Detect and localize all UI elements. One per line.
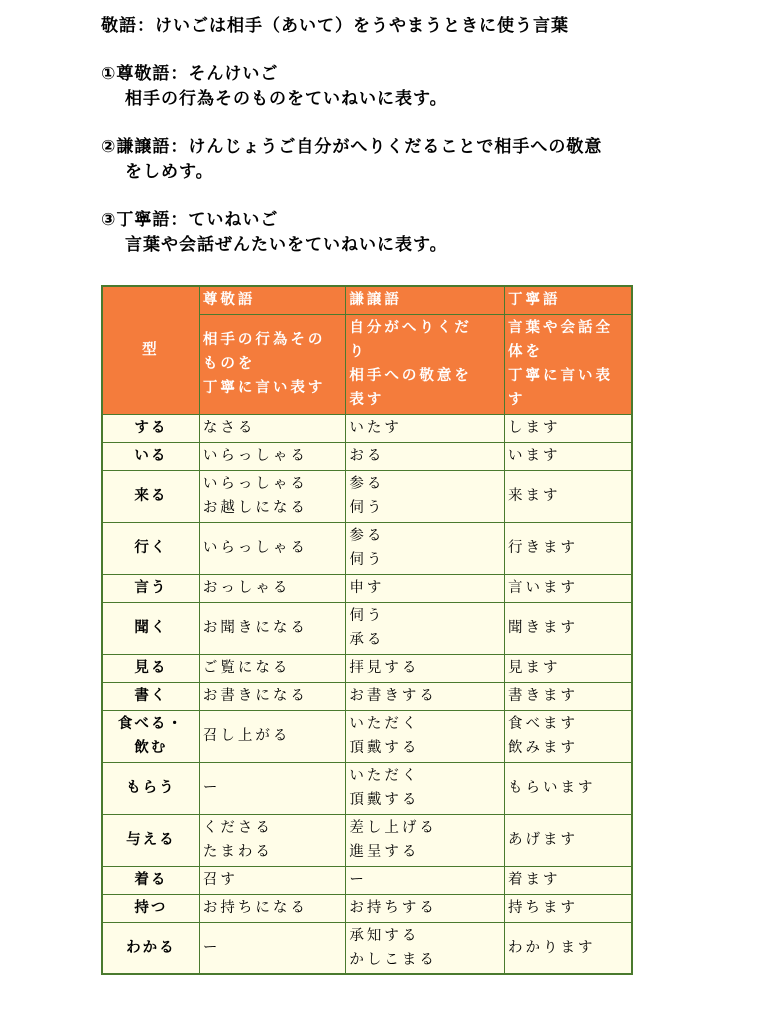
cell-line: 進呈する xyxy=(349,844,420,860)
kenjogo-cell xyxy=(346,682,505,710)
cell-line: 聞きます xyxy=(508,620,578,636)
cell-line: 承知する xyxy=(349,927,420,944)
teineigo-cell xyxy=(505,602,633,654)
cell-line: 参る xyxy=(349,528,385,544)
verb-cell xyxy=(102,894,199,922)
verb-cell xyxy=(102,762,199,814)
section-sonkeigo-heading: ①尊敬語：そんけいご xyxy=(101,64,279,84)
teineigo-cell xyxy=(505,866,633,894)
cell-line: 来ます xyxy=(508,488,561,504)
sonkeigo-cell xyxy=(199,762,346,814)
cell-line: 差し上げる xyxy=(349,820,437,836)
verb-cell xyxy=(102,522,199,574)
cell-line: おっしゃる xyxy=(202,580,291,596)
sonkeigo-cell xyxy=(199,602,346,654)
cell-line: 行きます xyxy=(508,540,578,556)
cell-line: お持ちする xyxy=(349,900,437,916)
teineigo-cell xyxy=(505,574,633,602)
table-row xyxy=(102,762,632,814)
sonkeigo-cell xyxy=(199,522,346,574)
cell-line: いただく xyxy=(349,716,420,732)
table-row xyxy=(102,922,632,974)
table-row xyxy=(102,470,632,522)
sonkeigo-cell xyxy=(199,654,346,682)
cell-line: なさる xyxy=(202,420,256,436)
col-desc-teineigo xyxy=(505,314,633,414)
teineigo-cell xyxy=(505,922,633,974)
teineigo-cell xyxy=(505,654,633,682)
verb-cell xyxy=(102,654,199,682)
verb-cell xyxy=(102,922,199,974)
cell-line: 表す xyxy=(349,392,385,408)
kenjogo-cell xyxy=(346,442,505,470)
kenjogo-cell xyxy=(346,762,505,814)
sonkeigo-cell xyxy=(199,414,346,442)
sonkeigo-cell xyxy=(199,922,346,974)
cell-line: いたす xyxy=(349,420,402,436)
teineigo-cell xyxy=(505,894,633,922)
intro-text xyxy=(101,14,761,258)
kenjogo-cell xyxy=(346,922,505,974)
section-teineigo-desc: 言葉や会話ぜんたいをていねいに表す。 xyxy=(125,235,448,255)
cell-line: お越しになる xyxy=(202,500,308,516)
sonkeigo-cell xyxy=(199,442,346,470)
cell-line: くださる xyxy=(202,820,273,836)
table-row xyxy=(102,866,632,894)
cell-line: 参る xyxy=(349,476,385,492)
cell-line: 食べます xyxy=(508,716,578,732)
cell-line: 見る xyxy=(134,660,168,676)
cell-line: 自分がへりくだ xyxy=(349,320,472,336)
cell-line: 言います xyxy=(508,580,578,596)
sonkeigo-cell xyxy=(199,866,346,894)
verb-cell xyxy=(102,814,199,866)
verb-cell xyxy=(102,470,199,522)
cell-line: 承る xyxy=(349,632,385,648)
cell-line: おる xyxy=(349,448,385,464)
section-kenjogo-desc: をしめす。 xyxy=(125,162,214,182)
table-row xyxy=(102,602,632,654)
col-header-kenjogo: 謙譲語 xyxy=(346,286,505,314)
cell-line: 持つ xyxy=(134,900,168,916)
cell-line: 頂戴する xyxy=(349,740,420,756)
cell-line: います xyxy=(508,448,561,464)
cell-line: 申す xyxy=(349,580,385,596)
cell-line: もらう xyxy=(126,780,176,796)
cell-line: いただく xyxy=(349,768,420,784)
sonkeigo-cell xyxy=(199,682,346,710)
sonkeigo-cell xyxy=(199,814,346,866)
table-row xyxy=(102,522,632,574)
keigo-table xyxy=(101,285,633,975)
cell-line: 相手の行為その xyxy=(202,332,326,348)
cell-line: 飲む xyxy=(134,740,168,756)
cell-line: ー xyxy=(202,939,221,956)
cell-line: す xyxy=(508,392,526,408)
cell-line: 持ちます xyxy=(508,900,578,916)
verb-cell xyxy=(102,682,199,710)
cell-line: わかります xyxy=(508,939,596,956)
cell-line: わかる xyxy=(126,939,176,956)
cell-line: ご覧になる xyxy=(202,660,291,676)
cell-line: ー xyxy=(349,872,367,888)
cell-line: ものを xyxy=(202,356,256,372)
type-header: 型 xyxy=(102,286,199,414)
cell-line: お書きする xyxy=(349,688,437,704)
teineigo-cell xyxy=(505,762,633,814)
cell-line: 伺う xyxy=(349,552,385,568)
cell-line: 丁寧に言い表す xyxy=(202,380,326,396)
cell-line: お持ちになる xyxy=(202,900,308,916)
cell-line: 相手への敬意を xyxy=(349,368,472,384)
cell-line: 伺う xyxy=(349,608,385,624)
cell-line: 頂戴する xyxy=(349,792,420,808)
table-row xyxy=(102,654,632,682)
verb-cell xyxy=(102,442,199,470)
kenjogo-cell xyxy=(346,602,505,654)
cell-line: 丁寧に言い表 xyxy=(508,368,613,384)
cell-line: いる xyxy=(134,448,168,464)
cell-line: かしこまる xyxy=(349,951,437,968)
verb-cell xyxy=(102,602,199,654)
section-sonkeigo-desc: 相手の行為そのものをていねいに表す。 xyxy=(125,89,448,109)
col-desc-sonkeigo xyxy=(199,314,346,414)
table-row xyxy=(102,710,632,762)
cell-line: 行く xyxy=(134,540,168,556)
kenjogo-cell xyxy=(346,814,505,866)
cell-line: 飲みます xyxy=(508,740,578,756)
cell-line: り xyxy=(349,344,367,360)
cell-line: 食べる・ xyxy=(117,716,184,732)
cell-line: ー xyxy=(202,780,221,796)
sonkeigo-cell xyxy=(199,574,346,602)
kenjogo-cell xyxy=(346,866,505,894)
cell-line: いらっしゃる xyxy=(202,448,308,464)
col-header-sonkeigo: 尊敬語 xyxy=(199,286,346,314)
table-row xyxy=(102,814,632,866)
cell-line: 与える xyxy=(126,832,176,848)
cell-line: 書きます xyxy=(508,688,578,704)
intro-title: 敬語：けいごは相手（あいて）をうやまうときに使う言葉 xyxy=(101,16,569,36)
table-row xyxy=(102,682,632,710)
teineigo-cell xyxy=(505,710,633,762)
teineigo-cell xyxy=(505,682,633,710)
kenjogo-cell xyxy=(346,710,505,762)
table-row xyxy=(102,574,632,602)
cell-line: 言う xyxy=(134,580,168,596)
teineigo-cell xyxy=(505,814,633,866)
cell-line: お書きになる xyxy=(202,688,308,704)
cell-line: する xyxy=(134,420,168,436)
section-kenjogo-heading: ②謙譲語：けんじょうご自分がへりくだることで相手への敬意 xyxy=(101,137,603,157)
kenjogo-cell xyxy=(346,470,505,522)
cell-line: します xyxy=(508,420,561,436)
sonkeigo-cell xyxy=(199,710,346,762)
teineigo-cell xyxy=(505,442,633,470)
cell-line: 拝見する xyxy=(349,660,420,676)
cell-line: いらっしゃる xyxy=(202,476,308,492)
sonkeigo-cell xyxy=(199,470,346,522)
cell-line: 見ます xyxy=(508,660,561,676)
verb-cell xyxy=(102,710,199,762)
kenjogo-cell xyxy=(346,894,505,922)
teineigo-cell xyxy=(505,470,633,522)
cell-line: もらいます xyxy=(508,780,596,796)
cell-line: 召す xyxy=(202,872,238,888)
cell-line: お聞きになる xyxy=(202,620,308,636)
cell-line: いらっしゃる xyxy=(202,540,308,556)
cell-line: 言葉や会話全 xyxy=(508,320,613,336)
kenjogo-cell xyxy=(346,574,505,602)
cell-line: 伺う xyxy=(349,500,385,516)
table-row xyxy=(102,414,632,442)
verb-cell xyxy=(102,574,199,602)
cell-line: 来る xyxy=(134,488,168,504)
cell-line: 書く xyxy=(134,688,168,704)
table-row xyxy=(102,442,632,470)
cell-line: 聞く xyxy=(134,620,168,636)
sonkeigo-cell xyxy=(199,894,346,922)
cell-line: あげます xyxy=(508,832,578,848)
kenjogo-cell xyxy=(346,654,505,682)
kenjogo-cell xyxy=(346,414,505,442)
cell-line: 着る xyxy=(134,872,168,888)
verb-cell xyxy=(102,866,199,894)
cell-line: 体を xyxy=(508,344,543,360)
col-header-teineigo: 丁寧語 xyxy=(505,286,633,314)
cell-line: 着ます xyxy=(508,872,561,888)
cell-line: たまわる xyxy=(202,844,273,860)
section-teineigo-heading: ③丁寧語：ていねいご xyxy=(101,210,279,230)
col-desc-kenjogo xyxy=(346,314,505,414)
table-row xyxy=(102,894,632,922)
header-row xyxy=(102,286,632,314)
cell-line: 召し上がる xyxy=(202,728,291,744)
teineigo-cell xyxy=(505,414,633,442)
kenjogo-cell xyxy=(346,522,505,574)
verb-cell xyxy=(102,414,199,442)
teineigo-cell xyxy=(505,522,633,574)
